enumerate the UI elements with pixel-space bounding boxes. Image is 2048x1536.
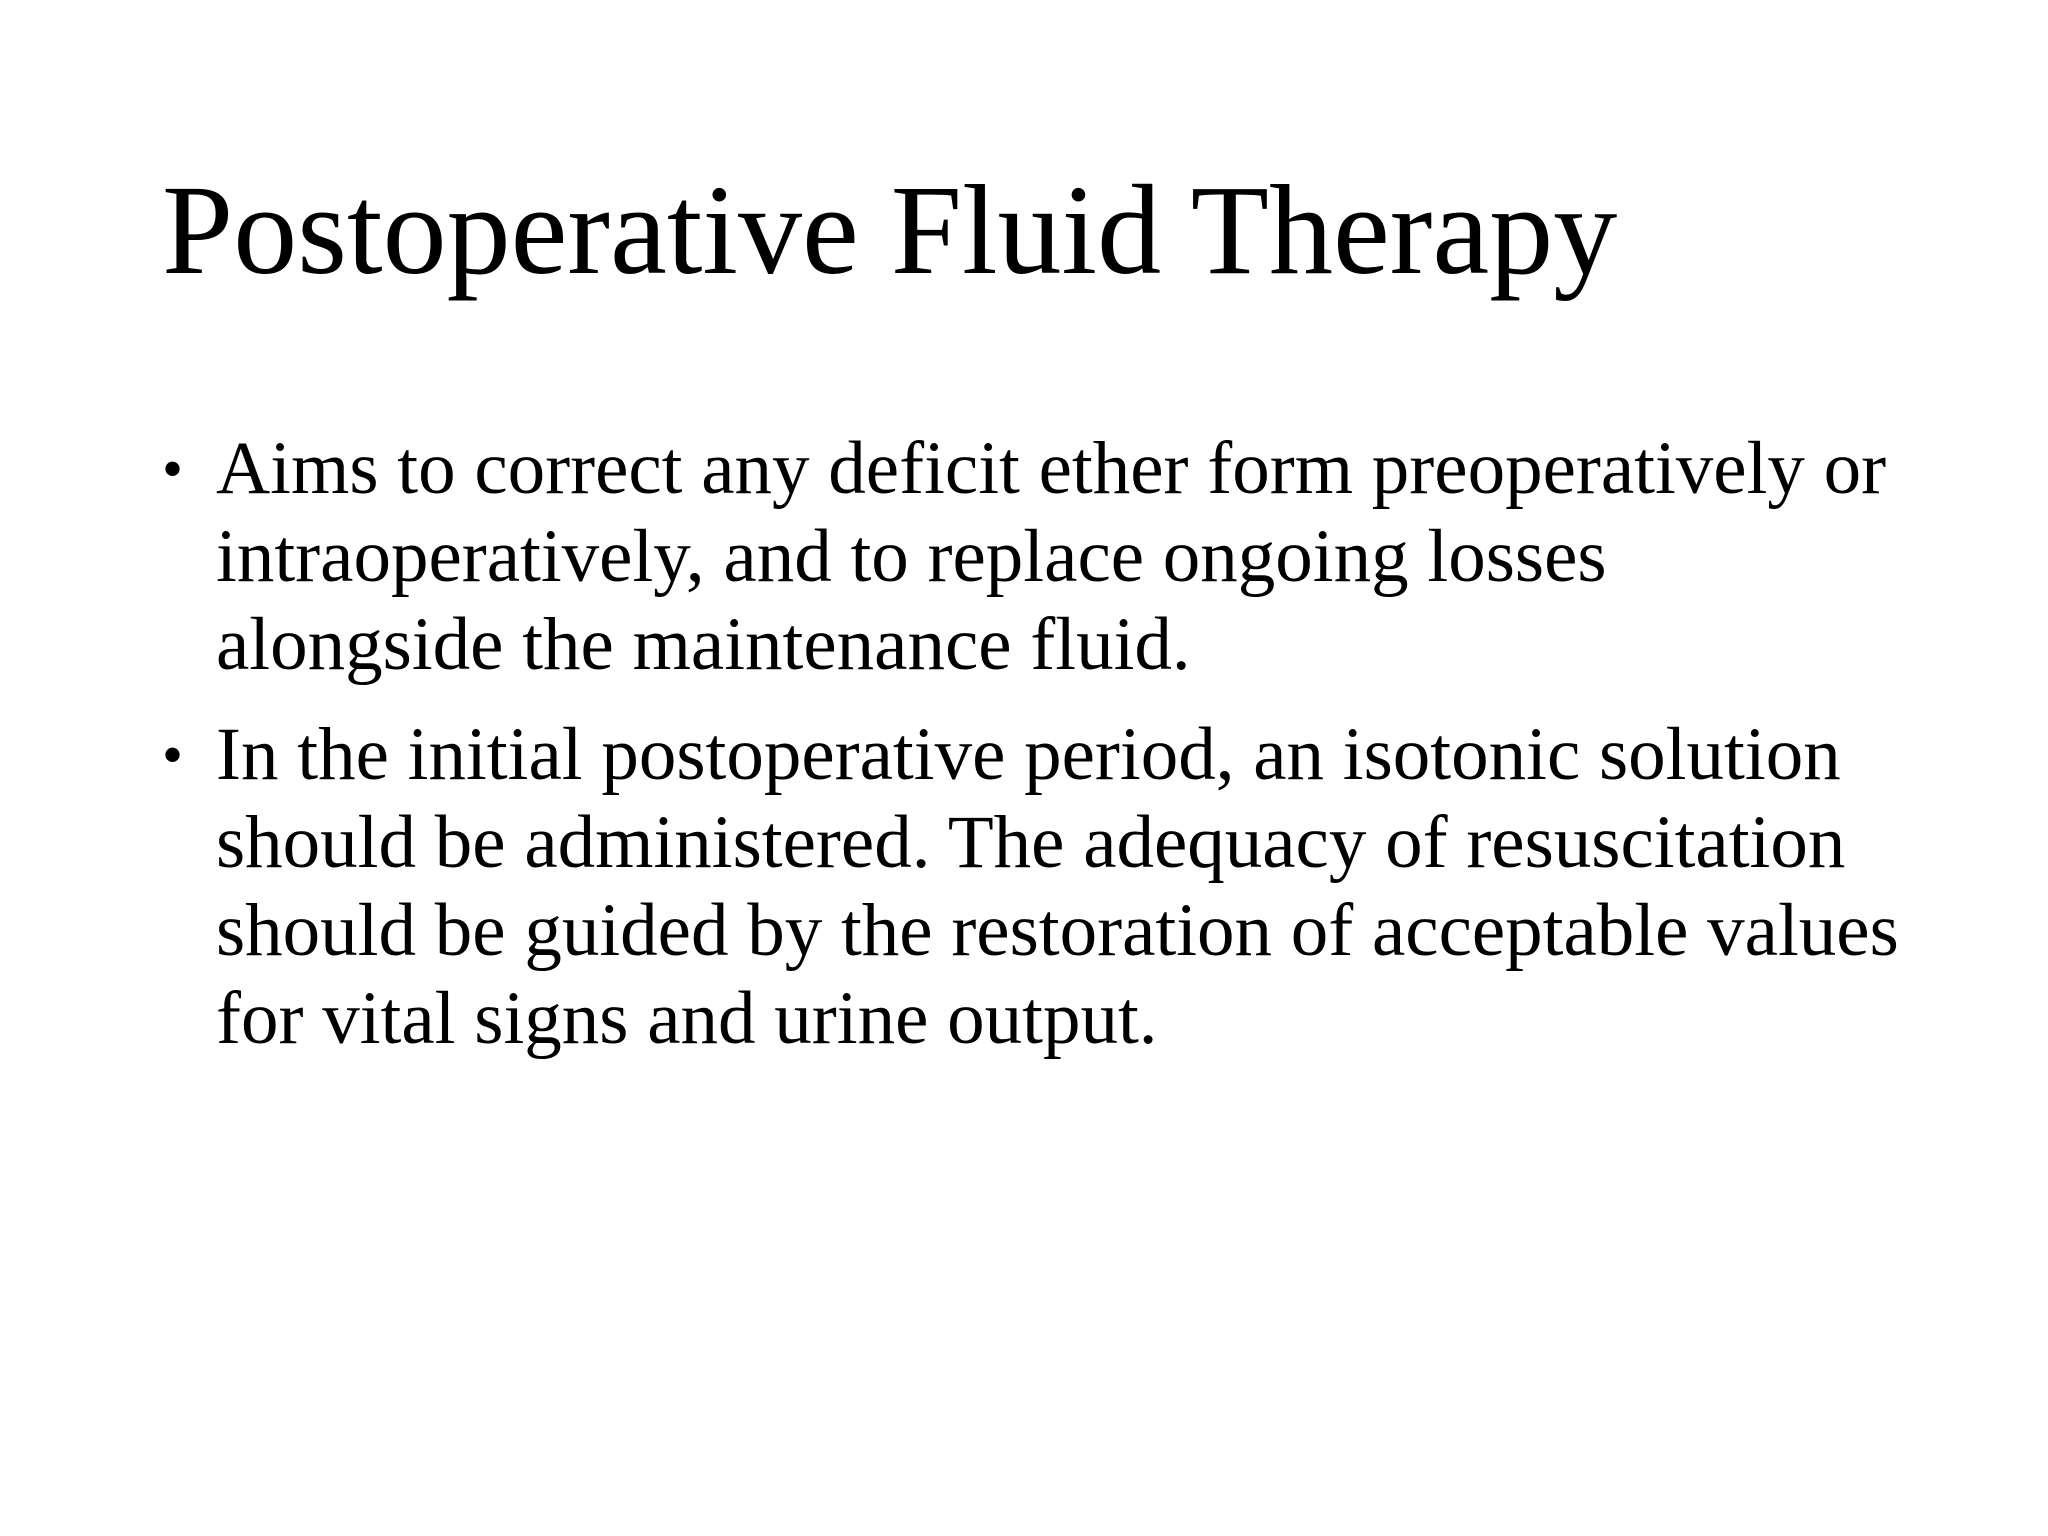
bullet-text: In the initial postoperative period, an isotonic solution should be administered. The adequacy of resuscitation should be guided by the restoration of acceptable values for vital signs and urine output.: [216, 713, 1899, 1060]
slide-title: Postoperative Fluid Therapy: [162, 159, 1618, 301]
bullet-item: [162, 425, 1902, 689]
bullet-list: [162, 425, 1902, 1085]
bullet-text: Aims to correct any deficit ether form preoperatively or intraoperatively, and to replace ongoing losses alongside the maintenance fluid.: [216, 427, 1887, 686]
bullet-icon: •: [162, 436, 184, 502]
bullet-item: [162, 711, 1902, 1063]
bullet-icon: •: [162, 722, 184, 788]
